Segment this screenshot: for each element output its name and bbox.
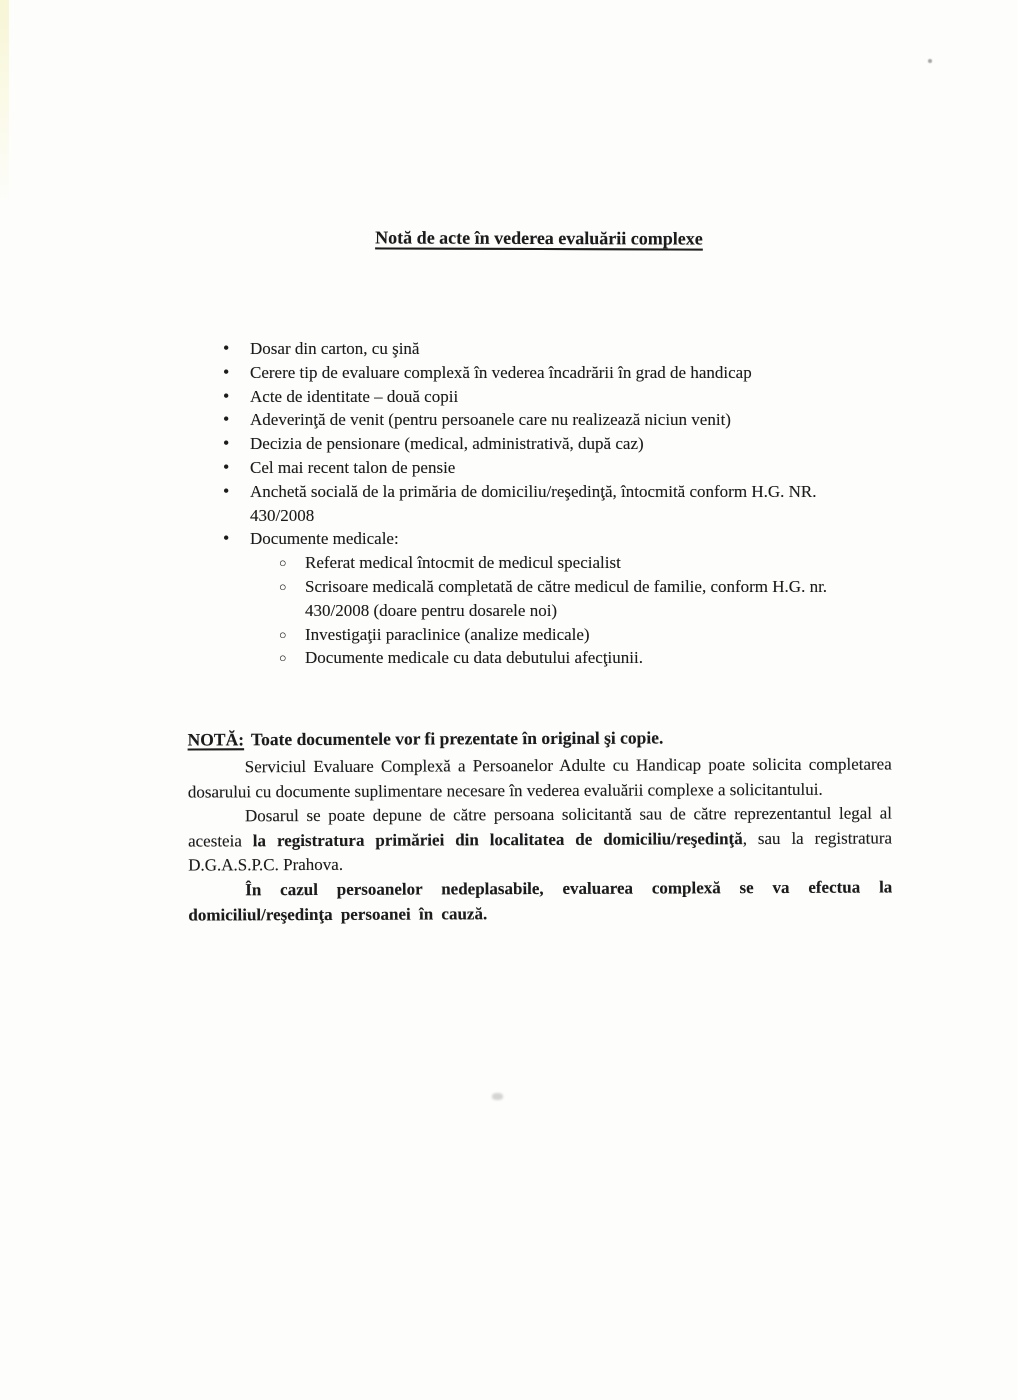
paragraph-submission-normal-2: , sau la registratura D.G.A.S.P.C. Prahova.: [188, 828, 893, 875]
list-item: • Cerere tip de evaluare complexă în vederea încadrării în grad de handicap: [188, 361, 836, 385]
paragraph-submission-bold: la registratura primăriei din localitatea de domiciliu/reşedinţă: [252, 828, 743, 851]
scan-speck-artifact: [492, 1093, 503, 1100]
paragraph-submission: [188, 802, 892, 879]
scan-edge-artifact: [0, 0, 9, 210]
list-item: • Cel mai recent talon de pensie: [188, 456, 836, 480]
list-item: • Documente medicale:: [188, 527, 836, 551]
paragraph-service-note: Serviciul Evaluare Complexă a Persoanelor Adulte cu Handicap poate solicita completarea dosarului cu documente suplimentare necesare în vederea evaluării complexe a solicitantului.: [187, 754, 892, 802]
list-item: • Adeverinţă de venit (pentru persoanele care nu realizează niciun venit): [188, 408, 836, 432]
sub-list-item: ○ Scrisoare medicală completată de către medicul de familie, conform H.G. nr. 430/2008 (doare pentru dosarele noi): [188, 575, 836, 623]
sub-list-item: ○ Documente medicale cu data debutului afecţiunii.: [188, 646, 836, 670]
scan-dot-artifact: [928, 59, 932, 63]
nota-heading: [188, 724, 892, 752]
list-item: • Dosar din carton, cu şină: [188, 337, 836, 361]
list-item: • Decizia de pensionare (medical, administrativă, după caz): [188, 432, 836, 456]
nota-label: NOTĂ:: [187, 729, 245, 750]
nota-section: [188, 724, 893, 927]
paragraph-submission-normal-1: Dosarul se poate depune de către persoana solicitantă sau de către reprezentantul legal al acesteia: [188, 803, 892, 851]
nota-text: Toate documentele vor fi prezentate în original şi copie.: [250, 727, 664, 750]
sub-list-item: ○ Investigaţii paraclinice (analize medicale): [188, 623, 836, 647]
sub-list-item: ○ Referat medical întocmit de medicul specialist: [188, 551, 836, 575]
paragraph-home-evaluation: În cazul persoanelor nedeplasabile, evaluarea complexă se va efectua la domiciliul/reşedinţa persoanei în cauză.: [188, 877, 893, 925]
document-title: Notă de acte în vederea evaluării complexe: [375, 227, 703, 249]
list-item: • Acte de identitate – două copii: [188, 385, 836, 409]
list-item: • Anchetă socială de la primăria de domiciliu/reşedinţă, întocmită conform H.G. NR. 430/2008: [188, 480, 836, 528]
required-documents-list: [188, 337, 836, 670]
